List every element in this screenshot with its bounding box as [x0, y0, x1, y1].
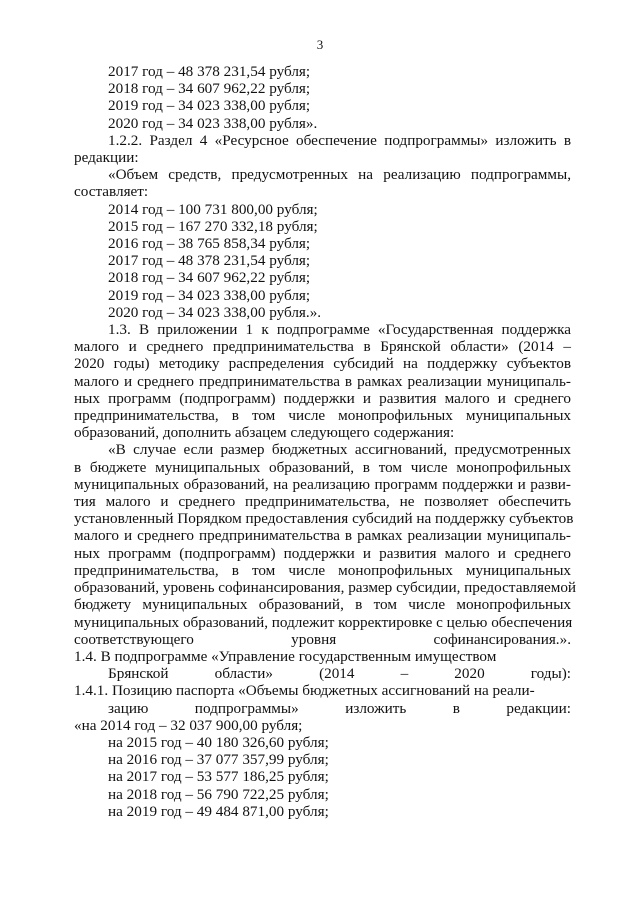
budget-line: 2018 год – 34 607 962,22 рубля; [108, 80, 311, 98]
paragraph-line: муниципальных образований, на реализацию программ поддержки и разви- [74, 475, 571, 493]
budget-line: на 2019 год – 49 484 871,00 рубля; [108, 802, 329, 820]
budget-line: 2016 год – 38 765 858,34 рубля; [108, 235, 311, 253]
paragraph-line: муниципальных образований, подлежит корректировке с целью обеспечения [74, 613, 573, 631]
budget-line: 2018 год – 34 607 962,22 рубля; [108, 269, 311, 287]
paragraph-line: 1.2.2. Раздел 4 «Ресурсное обеспечение подпрограммы» изложить в [108, 131, 571, 149]
budget-line: на 2016 год – 37 077 357,99 рубля; [108, 751, 329, 769]
paragraph-line: ных программ (подпрограмм) поддержки и развития малого и среднего [74, 544, 571, 562]
paragraph-line: бюджету муниципальных образований, в том числе монопрофильных [74, 596, 571, 614]
paragraph-line: 2020 годы) методику распределения субсидий на поддержку субъектов [74, 355, 571, 373]
paragraph-line: образований, дополнить абзацем следующего содержания: [74, 424, 455, 442]
paragraph-line: малого и среднего предпринимательства в рамках реализации муниципаль- [74, 372, 571, 390]
paragraph-line: составляет: [74, 183, 149, 201]
paragraph-line: малого и среднего предпринимательства в рамках реализации муниципаль- [74, 527, 571, 545]
budget-line: 2020 год – 34 023 338,00 рубля». [108, 114, 318, 132]
paragraph-line: в бюджете муниципальных образований, в том числе монопрофильных [74, 458, 571, 476]
budget-line: на 2018 год – 56 790 722,25 рубля; [108, 785, 329, 803]
paragraph-line: соответствующего уровня софинансирования.». [74, 630, 571, 648]
paragraph-line: 1.3. В приложении 1 к подпрограмме «Государственная поддержка [108, 321, 571, 339]
budget-line: 2017 год – 48 378 231,54 рубля; [108, 63, 311, 80]
paragraph-line: тия малого и среднего предпринимательства, не позволяет обеспечить [74, 493, 571, 511]
budget-line: на 2017 год – 53 577 186,25 рубля; [108, 768, 329, 786]
budget-line: 2020 год – 34 023 338,00 рубля.». [108, 303, 322, 321]
paragraph-line: предпринимательства, в том числе монопрофильных муниципальных [74, 407, 571, 425]
paragraph-line: 1.4. В подпрограмме «Управление государственным имуществом [74, 647, 497, 665]
paragraph-line: 1.4.1. Позицию паспорта «Объемы бюджетных ассигнований на реали- [74, 682, 535, 700]
paragraph-line: редакции: [74, 149, 139, 167]
page-number: 3 [316, 37, 324, 52]
budget-line: 2015 год – 167 270 332,18 рубля; [108, 217, 318, 235]
paragraph-line: предпринимательства, в том числе монопрофильных муниципальных [74, 561, 571, 579]
paragraph-line: установленный Порядком предоставления субсидий на поддержку субъектов [74, 510, 574, 528]
budget-line: 2019 год – 34 023 338,00 рубля; [108, 286, 311, 304]
budget-line: 2019 год – 34 023 338,00 рубля; [108, 97, 311, 115]
document-body [74, 63, 577, 820]
paragraph-line: «на 2014 год – 32 037 900,00 рубля; [74, 716, 303, 734]
paragraph-line: малого и среднего предпринимательства в Брянской области» (2014 – [74, 338, 571, 356]
paragraph-line: «В случае если размер бюджетных ассигнований, предусмотренных [108, 441, 571, 459]
budget-line: на 2015 год – 40 180 326,60 рубля; [108, 733, 329, 751]
paragraph-line: ных программ (подпрограмм) поддержки и развития малого и среднего [74, 389, 571, 407]
budget-line: 2014 год – 100 731 800,00 рубля; [108, 200, 318, 218]
paragraph-line: «Объем средств, предусмотренных на реализацию подпрограммы, [108, 166, 571, 184]
paragraph-line: образований, уровень софинансирования, размер субсидии, предоставляемой [74, 579, 577, 597]
budget-line: 2017 год – 48 378 231,54 рубля; [108, 252, 311, 270]
paragraph-line: Брянской области» (2014 – 2020 годы): [108, 665, 571, 683]
paragraph-line: зацию подпрограммы» изложить в редакции: [108, 699, 571, 717]
